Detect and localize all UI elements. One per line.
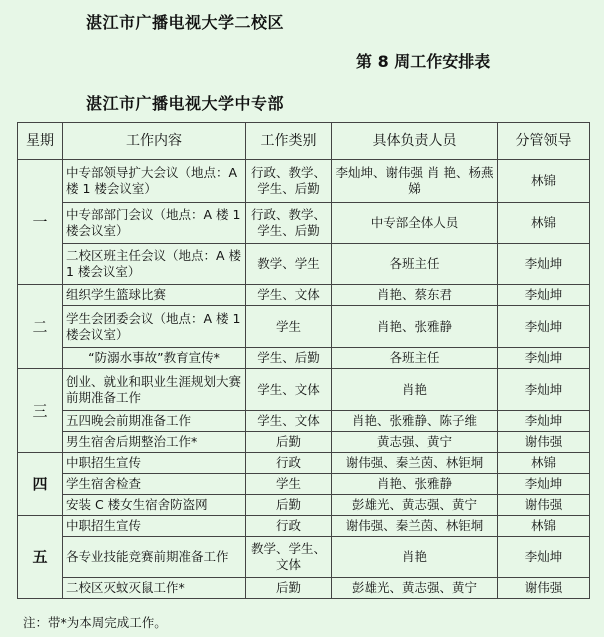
content-cell: 中职招生宣传: [63, 453, 246, 474]
table-row: [18, 160, 590, 203]
people-cell: 彭雄光、黄志强、黄宁: [332, 495, 498, 516]
content-cell: 男生宿舍后期整治工作*: [63, 432, 246, 453]
category-cell: 行政、教学、学生、后勤: [246, 203, 332, 244]
category-cell: 学生、文体: [246, 285, 332, 306]
people-cell: 肖艳: [332, 537, 498, 578]
table-row: [18, 578, 590, 599]
day-cell: 一: [18, 160, 63, 285]
column-header-people: 具体负责人员: [332, 123, 498, 160]
day-cell: 二: [18, 285, 63, 369]
day-cell: 五: [18, 516, 63, 599]
content-cell: 五四晚会前期准备工作: [63, 411, 246, 432]
leader-cell: 林锦: [498, 453, 590, 474]
column-header-category: 工作类别: [246, 123, 332, 160]
leader-cell: 林锦: [498, 516, 590, 537]
people-cell: 中专部全体人员: [332, 203, 498, 244]
category-cell: 教学、学生: [246, 244, 332, 285]
people-cell: 肖艳、张雅静: [332, 474, 498, 495]
leader-cell: 李灿坤: [498, 537, 590, 578]
table-row: [18, 474, 590, 495]
content-cell: 各专业技能竞赛前期准备工作: [63, 537, 246, 578]
school-title: 湛江市广播电视大学二校区: [86, 13, 285, 32]
content-cell: 二校区灭蚊灭鼠工作*: [63, 578, 246, 599]
content-cell: 二校区班主任会议（地点：A 楼 1 楼会议室）: [63, 244, 246, 285]
content-cell: 组织学生篮球比赛: [63, 285, 246, 306]
category-cell: 后勤: [246, 578, 332, 599]
table-row: [18, 495, 590, 516]
table-row: [18, 348, 590, 369]
department-title: 湛江市广播电视大学中专部: [86, 94, 285, 113]
leader-cell: 谢伟强: [498, 578, 590, 599]
column-header-leader: 分管领导: [498, 123, 590, 160]
day-cell: 三: [18, 369, 63, 453]
category-cell: 行政: [246, 453, 332, 474]
people-cell: 谢伟强、秦兰茵、林钜垌: [332, 453, 498, 474]
people-cell: 黄志强、黄宁: [332, 432, 498, 453]
table-row: [18, 453, 590, 474]
category-cell: 学生: [246, 306, 332, 348]
footnote: 注：带*为本周完成工作。: [23, 615, 167, 630]
table-row: [18, 244, 590, 285]
schedule-table: [17, 122, 590, 599]
category-cell: 后勤: [246, 495, 332, 516]
people-cell: 肖艳、张雅静: [332, 306, 498, 348]
leader-cell: 李灿坤: [498, 411, 590, 432]
people-cell: 李灿坤、谢伟强 肖 艳、杨燕娣: [332, 160, 498, 203]
category-cell: 学生: [246, 474, 332, 495]
week-title: 第 8 周工作安排表: [356, 52, 491, 71]
table-row: [18, 306, 590, 348]
category-cell: 教学、学生、文体: [246, 537, 332, 578]
category-cell: 行政: [246, 516, 332, 537]
people-cell: 肖艳: [332, 369, 498, 411]
content-cell: 创业、就业和职业生涯规划大赛前期准备工作: [63, 369, 246, 411]
content-cell: 中专部领导扩大会议（地点：A 楼 1 楼会议室）: [63, 160, 246, 203]
people-cell: 肖艳、蔡东君: [332, 285, 498, 306]
category-cell: 学生、后勤: [246, 348, 332, 369]
table-row: [18, 411, 590, 432]
table-row: [18, 203, 590, 244]
leader-cell: 李灿坤: [498, 306, 590, 348]
people-cell: 各班主任: [332, 348, 498, 369]
table-row: [18, 537, 590, 578]
leader-cell: 谢伟强: [498, 432, 590, 453]
table-header-row: [18, 123, 590, 160]
leader-cell: 谢伟强: [498, 495, 590, 516]
leader-cell: 林锦: [498, 203, 590, 244]
people-cell: 各班主任: [332, 244, 498, 285]
column-header-day: 星期: [18, 123, 63, 160]
leader-cell: 李灿坤: [498, 474, 590, 495]
leader-cell: 林锦: [498, 160, 590, 203]
content-cell: “防溺水事故”教育宣传*: [63, 348, 246, 369]
table-row: [18, 285, 590, 306]
category-cell: 后勤: [246, 432, 332, 453]
day-cell: 四: [18, 453, 63, 516]
table-row: [18, 369, 590, 411]
table-row: [18, 432, 590, 453]
table-row: [18, 516, 590, 537]
category-cell: 学生、文体: [246, 369, 332, 411]
content-cell: 中职招生宣传: [63, 516, 246, 537]
leader-cell: 李灿坤: [498, 369, 590, 411]
leader-cell: 李灿坤: [498, 348, 590, 369]
leader-cell: 李灿坤: [498, 244, 590, 285]
column-header-content: 工作内容: [63, 123, 246, 160]
content-cell: 中专部部门会议（地点：A 楼 1 楼会议室）: [63, 203, 246, 244]
content-cell: 学生会团委会议（地点：A 楼 1 楼会议室）: [63, 306, 246, 348]
people-cell: 谢伟强、秦兰茵、林钜垌: [332, 516, 498, 537]
content-cell: 学生宿舍检查: [63, 474, 246, 495]
category-cell: 学生、文体: [246, 411, 332, 432]
content-cell: 安装 C 楼女生宿舍防盗网: [63, 495, 246, 516]
category-cell: 行政、教学、学生、后勤: [246, 160, 332, 203]
people-cell: 彭雄光、黄志强、黄宁: [332, 578, 498, 599]
leader-cell: 李灿坤: [498, 285, 590, 306]
people-cell: 肖艳、张雅静、陈子维: [332, 411, 498, 432]
